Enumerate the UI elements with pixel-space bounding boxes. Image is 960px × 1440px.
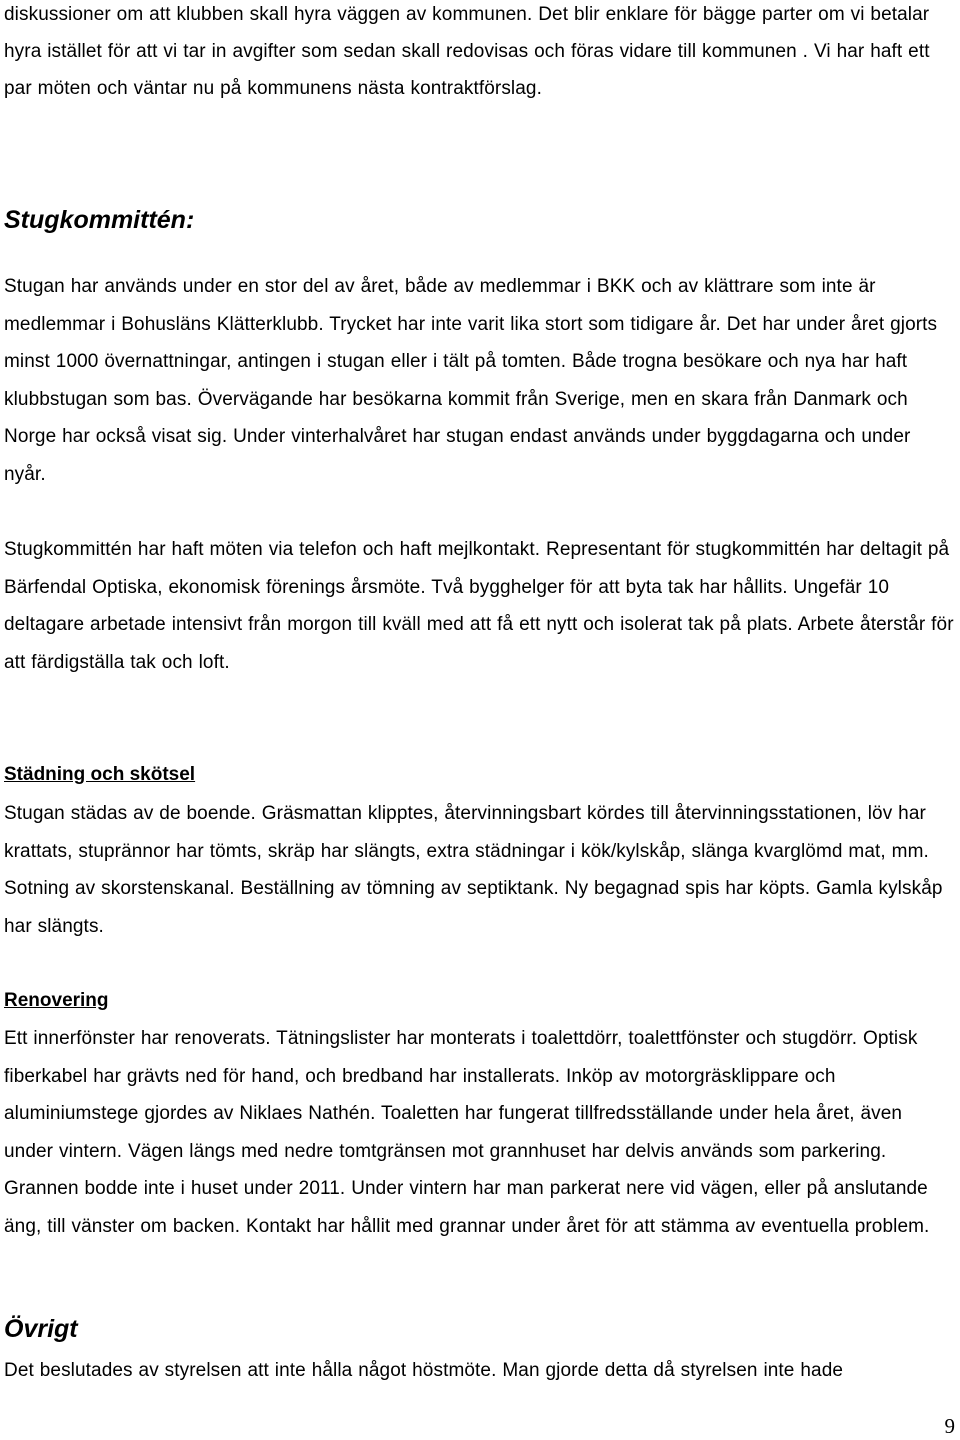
stugkommitten-paragraph-1: Stugan har används under en stor del av året, både av medlemmar i BKK och av klättrare som inte är medlemmar i Bohusläns Klätterklubb. Trycket har inte varit lika stort som tidigare år. Det har under året gjorts minst 1000 övernattningar, antingen i stugan eller i tält på tomten. Både trogna besökare och nya har haft klubbstugan som bas. Övervägande har besökarna kommit från Sverige, men en skara från Danmark och Norge har också visat sig. Under vinterhalvåret har stugan endast används under byggdagarna och under nyår. — [4, 276, 938, 485]
stadning-heading: Städning och skötsel — [4, 764, 196, 785]
ovrigt-paragraph: Det beslutades av styrelsen att inte hålla något höstmöte. Man gjorde detta då styrelsen inte hade — [4, 1360, 844, 1381]
ovrigt-heading: Övrigt — [4, 1315, 78, 1343]
intro-paragraph: diskussioner om att klubben skall hyra väggen av kommunen. Det blir enklare för bägge parter om vi betalar hyra istället för att vi tar in avgifter som sedan skall redovisas och föras vidare till kommunen . Vi har haft ett par möten och väntar nu på kommunens nästa kontraktförslag. — [4, 4, 930, 100]
stadning-paragraph: Stugan städas av de boende. Gräsmattan klipptes, återvinningsbart kördes till återvinningsstationen, löv har krattats, stuprännor har tömts, skräp har slängts, extra städningar i kök/kylskåp, slänga kvarglömd mat, mm. Sotning av skorstenskanal. Beställning av tömning av septiktank. Ny begagnad spis har köpts. Gamla kylskåp har slängts. — [4, 803, 943, 937]
stugkommitten-paragraph-2: Stugkommittén har haft möten via telefon och haft mejlkontakt. Representant för stugkommittén har deltagit på Bärfendal Optiska, ekonomisk förenings årsmöte. Två bygghelger för att byta tak har hållits. Ungefär 10 deltagare arbetade intensivt från morgon till kväll med att få ett nytt och isolerat tak på plats. Arbete återstår för att färdigställa tak och loft. — [4, 539, 954, 673]
page-number: 9 — [944, 1414, 955, 1438]
stugkommitten-heading: Stugkommittén: — [4, 206, 195, 234]
renovering-heading: Renovering — [4, 990, 109, 1011]
renovering-paragraph: Ett innerfönster har renoverats. Tätningslister har monterats i toalettdörr, toalettfönster och stugdörr. Optisk fiberkabel har grävts ned för hand, och bredband har installerats. Inköp av motorgräsklippare och aluminiumstege gjordes av Niklaes Nathén. Toaletten har fungerat tillfredsställande under hela året, även under vintern. Vägen längs med nedre tomtgränsen mot grannhuset har delvis används som parkering. Grannen bodde inte i huset under 2011. Under vintern har man parkerat nere vid vägen, eller på anslutande äng, till vänster om backen. Kontakt har hållit med grannar under året för att stämma av eventuella problem. — [4, 1028, 930, 1237]
